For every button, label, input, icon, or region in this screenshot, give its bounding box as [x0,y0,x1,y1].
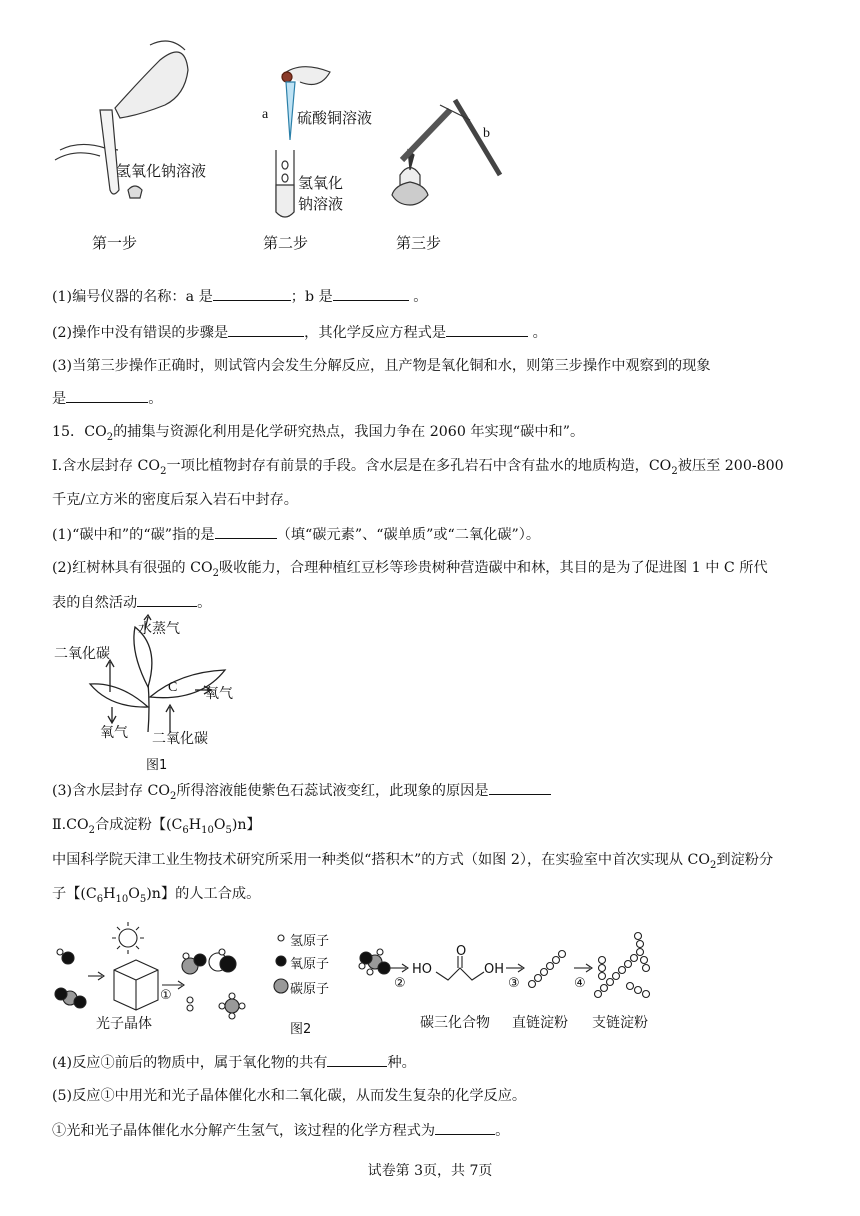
q14-item1: (1)编号仪器的名称：a 是 ；b 是 。 [52,286,427,307]
label-b: b [483,126,490,141]
o2-bottom-label: 氧气 [100,725,128,741]
step4-marker: ④ [574,976,586,991]
q15-intro-line1: 中国科学院天津工业生物技术研究所采用一种类似“搭积木”的方式（如图 2），在实验室中首次实现从 $CO_2$到淀粉分 [52,852,774,871]
q15-intro-line2: 子【$(C_6H_{10}O_5)n$】的人工合成。 [52,886,261,905]
q15-item2: (2)红树林具有很强的 $CO_2$吸收能力，合理种植红豆杉等珍贵树种营造碳中和林，其目的是为了促进图 1 中 C 所代 [52,560,768,579]
q15-item3: (3)含水层封存 $CO_2$所得溶液能使紫色石蕊试液变红，此现象的原因是 [52,780,551,807]
page-footer: 试卷第 3页，共 7页 [367,1163,493,1179]
co2-left-label: 二氧化碳 [54,646,110,662]
legend-oxygen: 氧原子 [290,957,330,972]
legend-hydrogen: 氢原子 [290,934,330,949]
q15-title: 15．$CO_2$的捕集与资源化利用是化学研究热点，我国力争在 2060 年实现“碳中和”。 [52,424,585,443]
crystal-label: 光子晶体 [96,1016,152,1032]
step1-caption: 第一步 [92,234,138,252]
q14-item3-cont: 是 。 [52,388,162,409]
step2-caption: 第二步 [263,234,309,252]
step3-caption: 第三步 [396,234,442,252]
step1-marker: ① [160,988,172,1003]
oh-label: OH [484,962,505,977]
figure2-caption: 图2 [290,1022,312,1037]
leaf-left [90,684,148,707]
naoh-label-step2-line1: 氢氧化 [298,174,344,192]
q15-section1-line1: I.含水层封存 $CO_2$一项比植物封存有前景的手段。含水层是在多孔岩石中含有盐水的地质构造，$CO_2$被压至 200-800 [52,458,784,477]
q14-item2: (2)操作中没有错误的步骤是 ，其化学反应方程式是 。 [52,322,547,343]
ho-label: HO [412,962,433,977]
q15-section1-line2: 千克/立方米的密度后泵入岩石中封存。 [52,492,298,508]
figure1-caption: 图1 [146,758,168,773]
c3-label: 碳三化合物 [420,1015,490,1031]
legend-carbon: 碳原子 [290,982,330,997]
step3-marker: ③ [508,976,520,991]
o2-right-label: 氧气 [205,686,233,702]
o-label: O [456,944,467,959]
step2-marker: ② [394,976,406,991]
label-a: a [262,107,269,122]
q15-item4: (4)反应①前后的物质中，属于氧化物的共有 种。 [52,1052,416,1073]
co2-bottom-label: 二氧化碳 [152,731,208,747]
naoh-label-step2-line2: 钠溶液 [298,195,344,213]
q14-item3: (3)当第三步操作正确时，则试管内会发生分解反应，且产物是氧化铜和水，则第三步操作中观察到的现象 [52,358,711,374]
q15-section2: $Ⅱ.CO_2$合成淀粉【$(C_6H_{10}O_5)n$】 [52,817,261,836]
q15-item1: (1)“碳中和”的“碳”指的是 （填“碳元素”、“碳单质”或“二氧化碳”）。 [52,524,540,545]
q15-item2-cont: 表的自然活动 。 [52,592,211,613]
q15-item5-1: ①光和光子晶体催化水分解产生氢气，该过程的化学方程式为 。 [52,1120,509,1141]
step3-illustration [392,100,500,205]
water-vapor-label: 水蒸气 [138,621,180,637]
q15-item5: (5)反应①中用光和光子晶体催化水和二氧化碳，从而发生复杂的化学反应。 [52,1088,527,1104]
cuso4-label: 硫酸铜溶液 [297,109,373,127]
c-label: C [168,680,178,695]
linear-starch-label: 直链淀粉 [512,1015,568,1031]
branched-starch-label: 支链淀粉 [592,1015,648,1031]
experiment-steps-figure [0,0,860,260]
naoh-label-step1: 氢氧化钠溶液 [116,162,207,180]
